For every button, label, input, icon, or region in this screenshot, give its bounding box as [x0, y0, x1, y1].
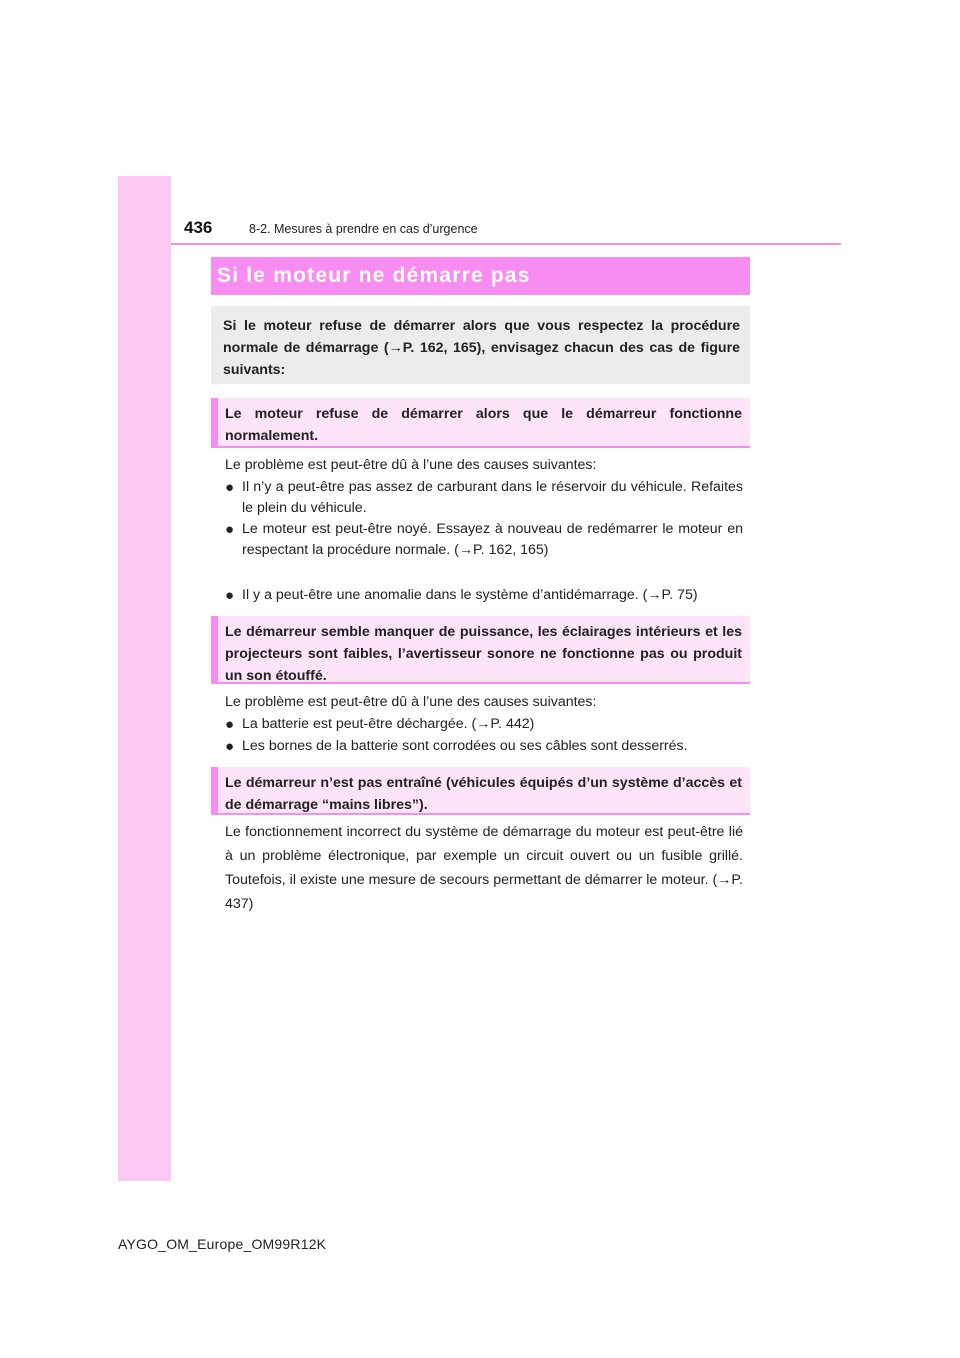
section-2-lead: Le problème est peut-être dû à l’une des causes suivantes: [225, 694, 597, 710]
page-title: Si le moteur ne démarre pas [211, 257, 750, 295]
section-1-lead: Le problème est peut-être dû à l’une des causes suivantes: [225, 457, 597, 473]
chapter-sidebar-tab [118, 176, 171, 1181]
bullet-icon: ● [225, 479, 235, 496]
section-1-bullet-3: ● Il y a peut-être une anomalie dans le système d’antidémarrage. (→P. 75) [225, 587, 698, 604]
page-number: 436 [184, 218, 213, 237]
bullet-icon: ● [225, 521, 235, 538]
section-1-bullet-2: ● Le moteur est peut-être noyé. Essayez à nouveau de redémarrer le moteur en respectant la procédure normale. (→P. 162, 165) [225, 521, 743, 558]
section-breadcrumb: 8-2. Mesures à prendre en cas d’urgence [249, 222, 478, 236]
intro-box: Si le moteur refuse de démarrer alors que vous respectez la procédure normale de démarrage (→P. 162, 165), envisagez chacun des cas de figure suivants: [211, 306, 750, 384]
subheading-1: Le moteur refuse de démarrer alors que le démarreur fonctionne normalement. [211, 398, 750, 448]
subheading-2: Le démarreur semble manquer de puissance, les éclairages intérieurs et les projecteurs sont faibles, l’avertisseur sonore ne fonctionne pas ou produit un son étouffé. [211, 616, 750, 684]
header-divider [171, 243, 841, 245]
footer-doc-id: AYGO_OM_Europe_OM99R12K [118, 1236, 327, 1252]
section-3-paragraph: Le fonctionnement incorrect du système de démarrage du moteur est peut-être lié à un problème électronique, par exemple un circuit ouvert ou un fusible grillé. Toutefois, il existe une mesure de secours permettant de démarrer le moteur. (→P. 437) [225, 824, 743, 912]
section-1-bullet-1: ● Il n’y a peut-être pas assez de carburant dans le réservoir du véhicule. Refaites le plein du véhicule. [225, 479, 743, 516]
section-2-bullet-1: ● La batterie est peut-être déchargée. (→P. 442) [225, 716, 535, 733]
section-2-bullet-2: ● Les bornes de la batterie sont corrodées ou ses câbles sont desserrés. [225, 738, 688, 755]
subheading-3: Le démarreur n’est pas entraîné (véhicules équipés d’un système d’accès et de démarrage “mains libres”). [211, 767, 750, 815]
bullet-icon: ● [225, 716, 235, 733]
bullet-icon: ● [225, 587, 235, 604]
bullet-icon: ● [225, 738, 235, 755]
